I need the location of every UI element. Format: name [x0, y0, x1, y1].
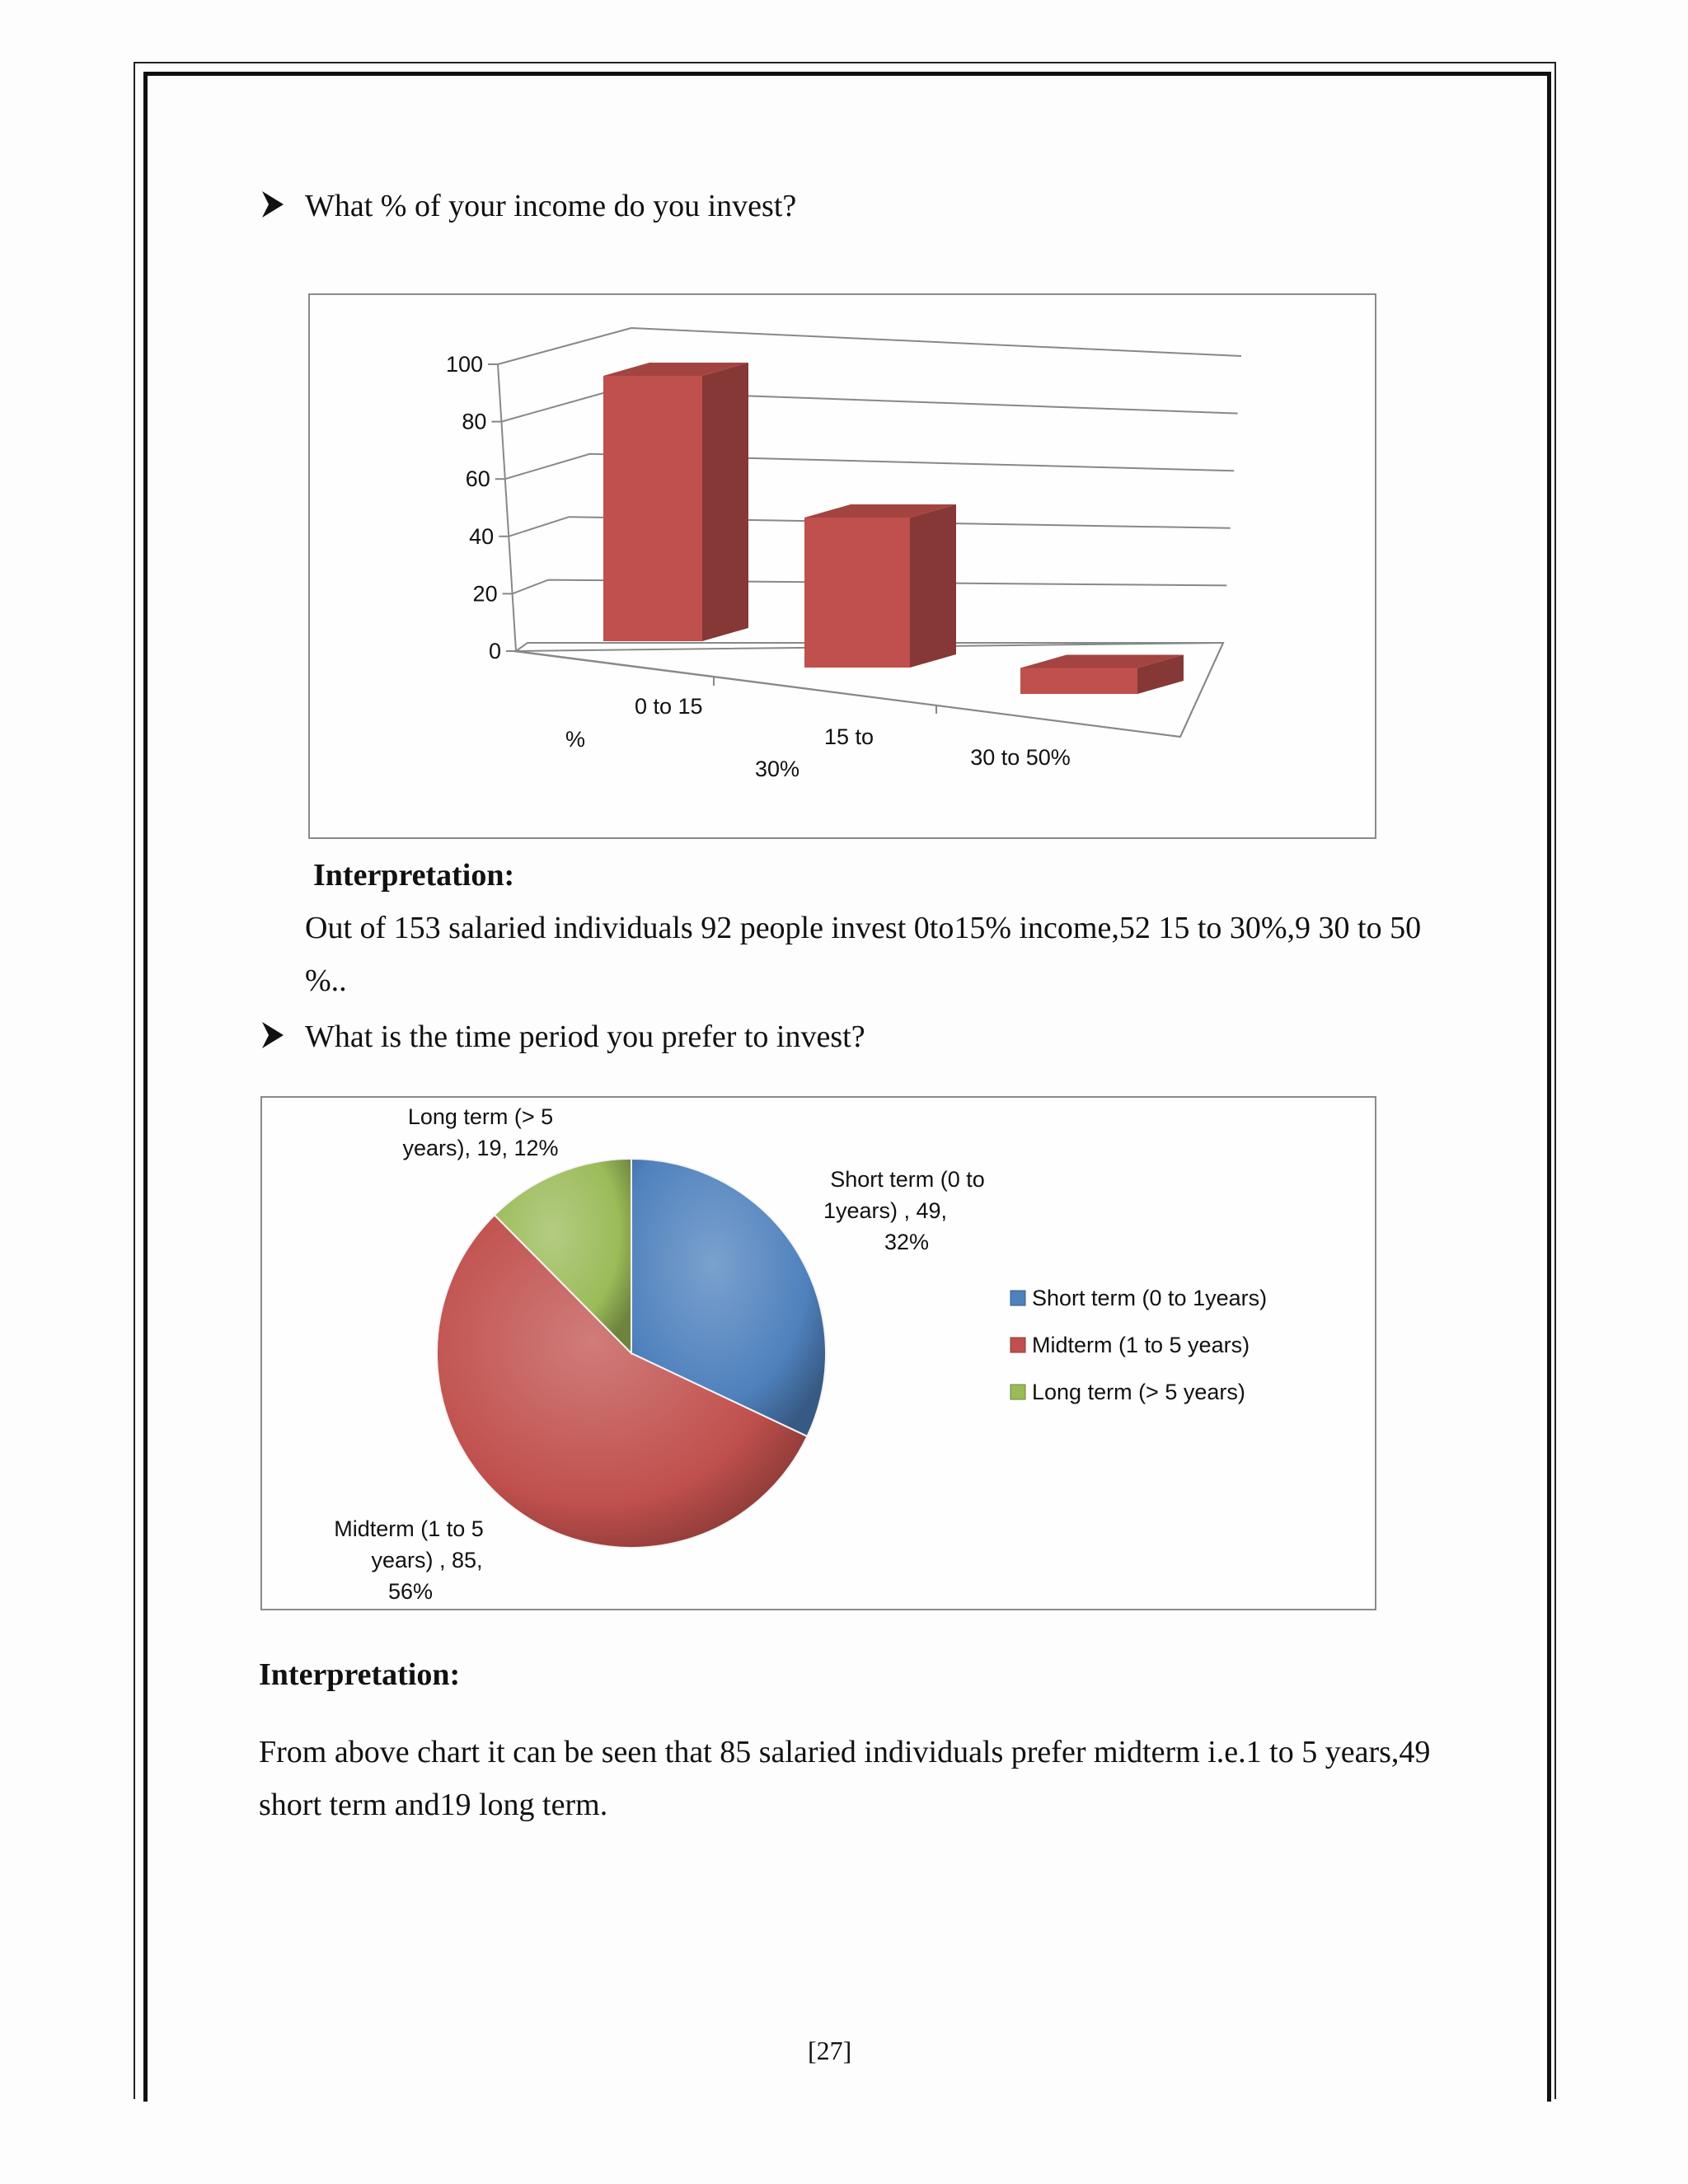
x-category-label: % — [565, 727, 586, 752]
y-tick-label: 0 — [488, 639, 501, 663]
y-tick-label: 60 — [465, 466, 490, 492]
legend-swatch — [1010, 1338, 1025, 1352]
pie-data-label: 1years) , 49, — [823, 1198, 948, 1223]
bar-chart — [310, 295, 1375, 837]
interpretation-heading-1: Interpretation: — [313, 858, 515, 893]
y-tick-label: 20 — [472, 581, 498, 607]
bar — [1020, 655, 1184, 695]
pie-data-label: Short term (0 to — [830, 1167, 985, 1192]
question-2: What is the time period you prefer to invest? — [305, 1019, 865, 1054]
y-tick-label: 40 — [469, 523, 495, 549]
x-category-label: 0 to 15 — [635, 694, 703, 719]
pie-data-label: 32% — [884, 1230, 930, 1254]
bar — [603, 363, 748, 641]
y-axis-line — [498, 364, 516, 651]
interpretation-text-1-line-2: %.. — [305, 963, 347, 998]
legend-label: Short term (0 to 1years) — [1032, 1286, 1268, 1310]
question-1: What % of your income do you invest? — [305, 189, 797, 223]
x-category-label: 30% — [755, 757, 800, 781]
bar-side — [702, 363, 748, 641]
gridline — [498, 328, 1241, 364]
pie-data-label: Midterm (1 to 5 — [334, 1516, 484, 1541]
interpretation-text-2-line-2: short term and19 long term. — [259, 1788, 608, 1822]
bar-front — [804, 518, 910, 668]
page-number: [27] — [808, 2036, 852, 2065]
pie-data-label: years), 19, 12% — [402, 1136, 559, 1160]
legend-label: Midterm (1 to 5 years) — [1032, 1333, 1250, 1357]
bar-front — [1020, 668, 1137, 695]
x-category-label: 15 to — [824, 724, 874, 749]
y-tick-label: 80 — [462, 409, 487, 434]
pie-chart — [262, 1098, 1375, 1609]
floor-right-edge — [1180, 643, 1223, 737]
bar-side — [910, 504, 956, 668]
pie-chart-frame — [260, 1096, 1376, 1610]
interpretation-heading-2: Interpretation: — [259, 1657, 461, 1692]
pie-data-label: years) , 85, — [371, 1548, 483, 1572]
bar — [804, 504, 956, 668]
legend-label: Long term (> 5 years) — [1032, 1380, 1245, 1404]
arrow-bullet-icon — [260, 1019, 285, 1052]
legend-swatch — [1010, 1291, 1025, 1305]
pie-data-label: Long term (> 5 — [407, 1104, 554, 1129]
bar-front — [603, 376, 702, 641]
y-tick-label: 100 — [445, 352, 483, 377]
interpretation-text-2-line-1: From above chart it can be seen that 85 salaried individuals prefer midterm i.e.1 to 5 years,49 — [259, 1735, 1431, 1769]
bar-chart-frame — [308, 293, 1376, 839]
interpretation-text-1-line-1: Out of 153 salaried individuals 92 people invest 0to15% income,52 15 to 30%,9 30 to 50 — [305, 911, 1422, 945]
legend-swatch — [1010, 1385, 1025, 1399]
arrow-bullet-icon — [260, 188, 285, 221]
x-category-label: 30 to 50% — [970, 745, 1071, 770]
pie-data-label: 56% — [387, 1579, 434, 1604]
